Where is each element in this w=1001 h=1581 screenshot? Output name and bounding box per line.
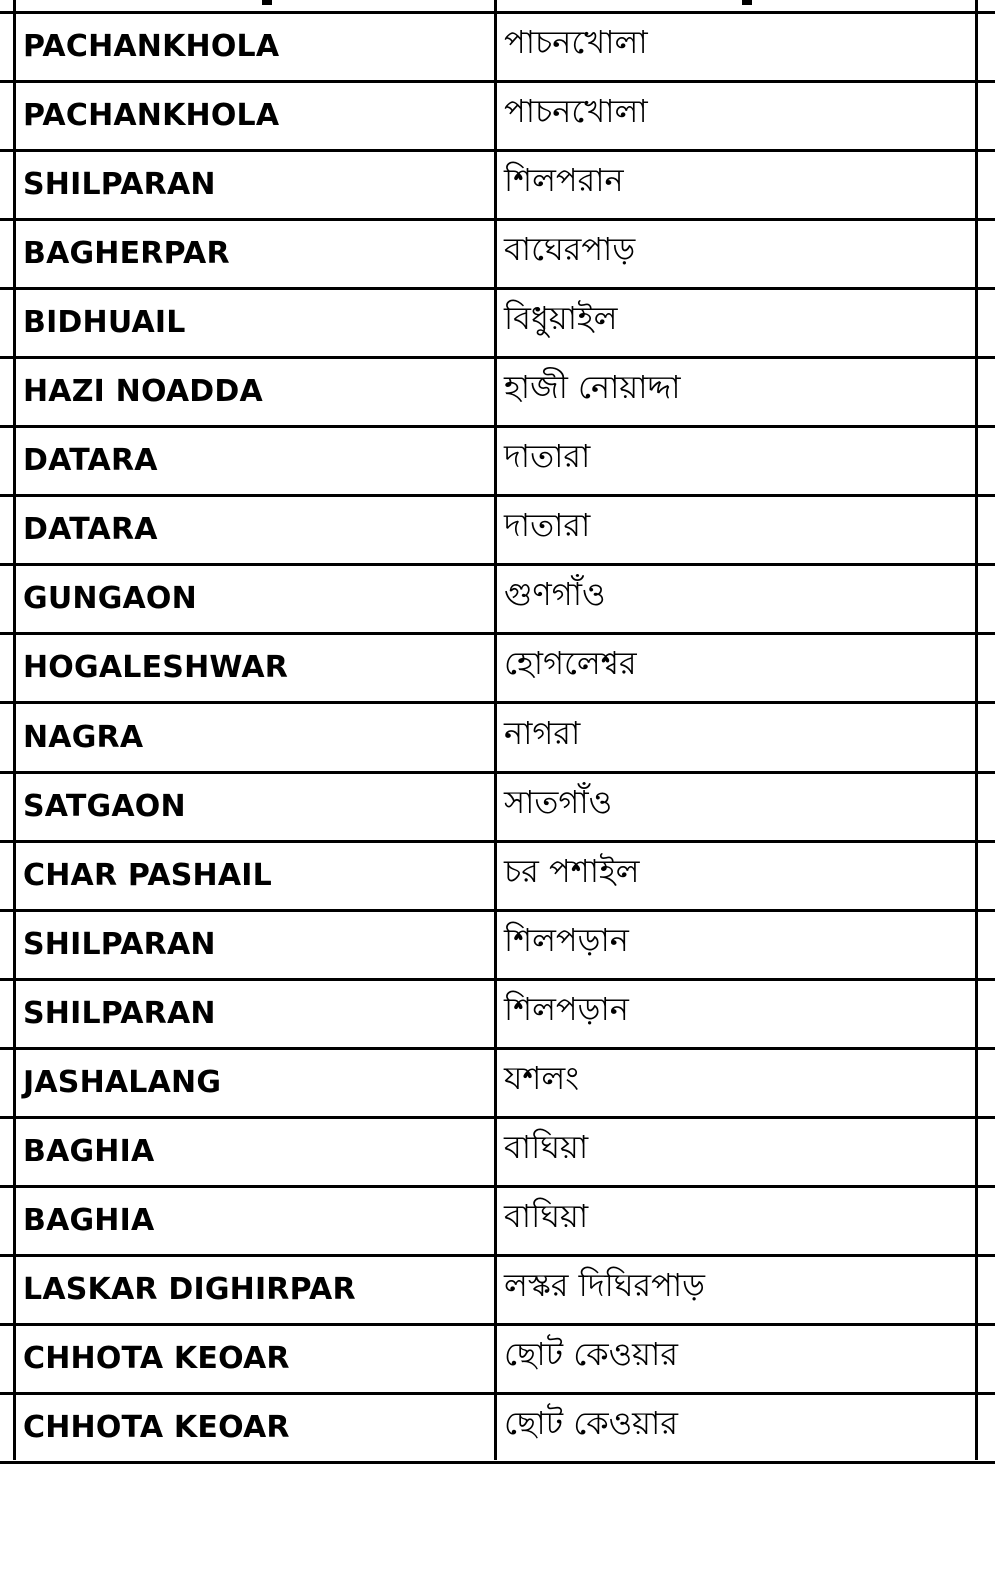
bengali-name-cell: লস্কর দিঘিরপাড়	[504, 1266, 706, 1304]
row-border	[0, 425, 995, 428]
bengali-name-cell: বাঘিয়া	[504, 1197, 589, 1235]
bengali-name-cell: চর পশাইল	[504, 852, 640, 890]
row-border	[0, 563, 995, 566]
row-border	[0, 287, 995, 290]
bengali-name-cell: ছোট কেওয়ার	[504, 1404, 678, 1442]
table-row	[0, 771, 995, 840]
row-border	[0, 149, 995, 152]
bengali-name-cell: বাঘিয়া	[504, 1128, 589, 1166]
english-name-cell: BAGHIA	[23, 1203, 155, 1238]
row-border	[0, 1047, 995, 1050]
table-row	[0, 425, 995, 494]
bengali-name-cell: বাঘেরপাড়	[504, 230, 636, 268]
row-border	[0, 771, 995, 774]
table-row	[0, 149, 995, 218]
english-name-cell: HAZI NOADDA	[23, 374, 263, 409]
english-name-cell: CHHOTA KEOAR	[23, 1410, 290, 1445]
english-name-cell: SHILPARAN	[23, 927, 216, 962]
bengali-name-cell: গুণগাঁও	[504, 575, 606, 613]
clipped-header-glyph	[742, 0, 752, 5]
english-name-cell: BAGHERPAR	[23, 236, 230, 271]
table-row	[0, 702, 995, 771]
english-name-cell: PACHANKHOLA	[23, 98, 280, 133]
table-row	[0, 1116, 995, 1185]
bengali-name-cell: শিলপড়ান	[504, 990, 629, 1028]
english-name-cell: BIDHUAIL	[23, 305, 186, 340]
row-border	[0, 218, 995, 221]
bengali-name-cell: পাচনখোলা	[504, 23, 648, 61]
table-row	[0, 287, 995, 356]
english-name-cell: DATARA	[23, 512, 158, 547]
english-name-cell: JASHALANG	[23, 1065, 222, 1100]
row-border	[0, 632, 995, 635]
table-row	[0, 218, 995, 287]
table-row	[0, 356, 995, 425]
bengali-name-cell: শিলপরান	[504, 161, 624, 199]
table-row	[0, 632, 995, 701]
english-name-cell: NAGRA	[23, 720, 144, 755]
table-row	[0, 909, 995, 978]
bengali-name-cell: যশলং	[504, 1059, 579, 1097]
bengali-name-cell: নাগরা	[504, 714, 581, 752]
row-border	[0, 1392, 995, 1395]
table-row	[0, 563, 995, 632]
english-name-cell: PACHANKHOLA	[23, 29, 280, 64]
english-name-cell: HOGALESHWAR	[23, 650, 289, 685]
clipped-header-glyph	[262, 0, 272, 5]
table-row	[0, 11, 995, 80]
table-row	[0, 840, 995, 909]
english-name-cell: SHILPARAN	[23, 996, 216, 1031]
row-border	[0, 840, 995, 843]
row-border	[0, 701, 995, 704]
table-row	[0, 1185, 995, 1254]
english-name-cell: BAGHIA	[23, 1134, 155, 1169]
row-border	[0, 11, 995, 14]
bengali-name-cell: দাতারা	[504, 437, 591, 475]
english-name-cell: SHILPARAN	[23, 167, 216, 202]
table-row	[0, 1392, 995, 1461]
table-row	[0, 1047, 995, 1116]
table-row	[0, 1323, 995, 1392]
table-row	[0, 978, 995, 1047]
table-row	[0, 80, 995, 149]
english-name-cell: GUNGAON	[23, 581, 197, 616]
row-border	[0, 1116, 995, 1119]
bengali-name-cell: হাজী নোয়াদ্দা	[504, 368, 681, 406]
english-name-cell: DATARA	[23, 443, 158, 478]
bengali-name-cell: হোগলেশ্বর	[504, 644, 637, 682]
row-border	[0, 1185, 995, 1188]
table-row	[0, 494, 995, 563]
bengali-name-cell: শিলপড়ান	[504, 921, 629, 959]
english-name-cell: CHAR PASHAIL	[23, 858, 272, 893]
bengali-name-cell: বিধুয়াইল	[504, 299, 618, 337]
english-name-cell: LASKAR DIGHIRPAR	[23, 1272, 356, 1307]
bengali-name-cell: দাতারা	[504, 506, 591, 544]
row-border	[0, 1254, 995, 1257]
bengali-name-cell: সাতগাঁও	[504, 783, 613, 821]
row-border	[0, 909, 995, 912]
row-border	[0, 494, 995, 497]
row-border	[0, 1323, 995, 1326]
row-border	[0, 1461, 995, 1464]
row-border	[0, 80, 995, 83]
bengali-name-cell: পাচনখোলা	[504, 92, 648, 130]
english-name-cell: CHHOTA KEOAR	[23, 1341, 290, 1376]
english-name-cell: SATGAON	[23, 789, 186, 824]
row-border	[0, 978, 995, 981]
table-row	[0, 1254, 995, 1323]
row-border	[0, 356, 995, 359]
bengali-name-cell: ছোট কেওয়ার	[504, 1335, 678, 1373]
